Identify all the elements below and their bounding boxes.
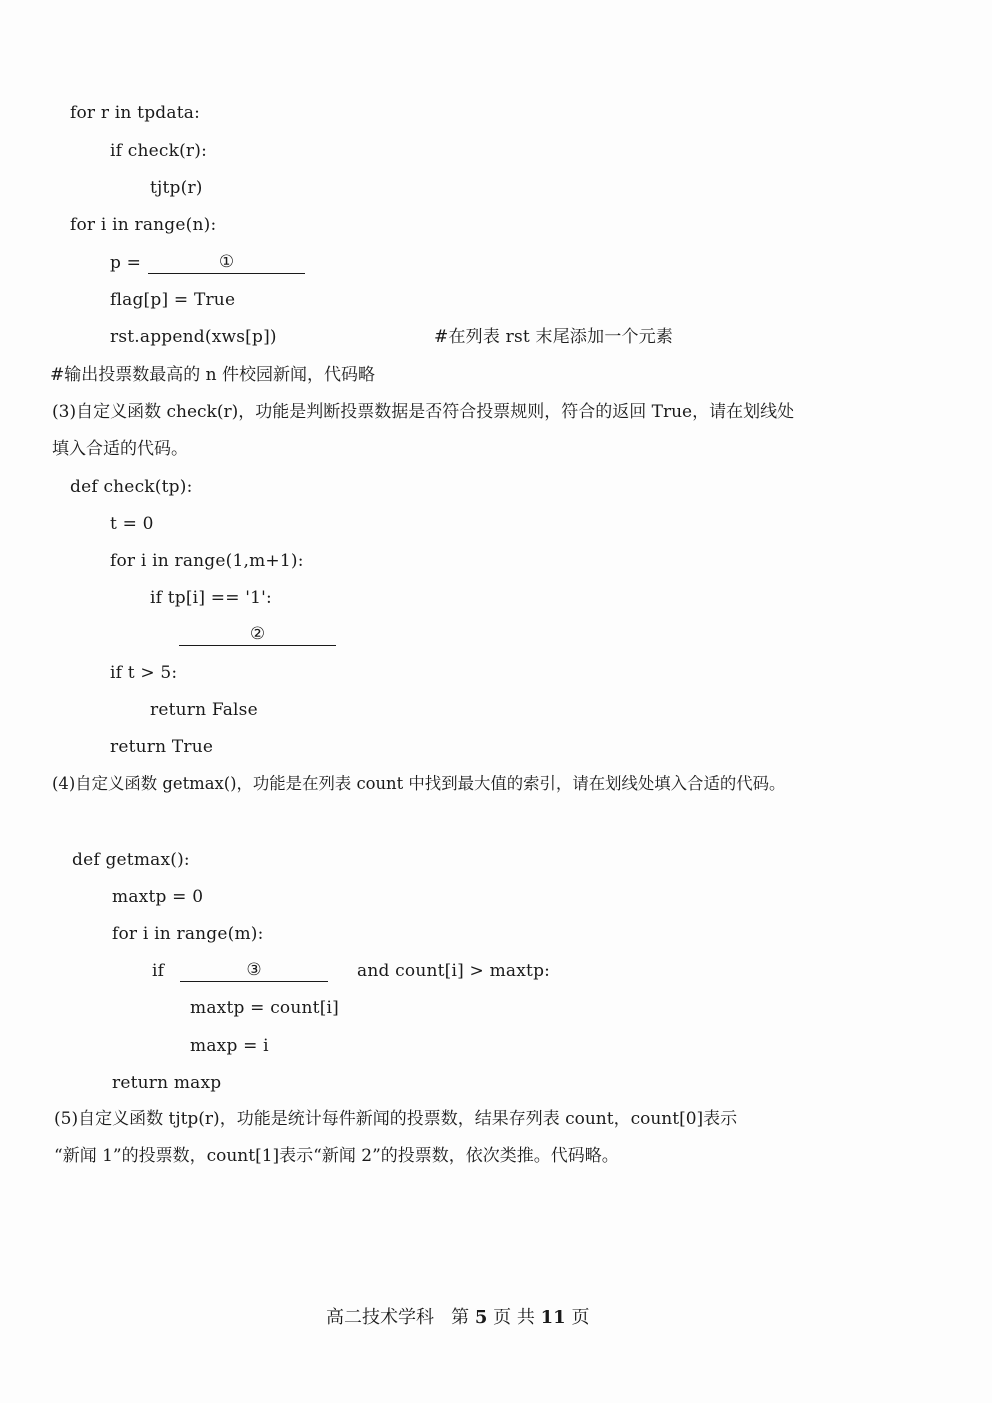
code-line: maxtp = 0	[112, 887, 204, 907]
code-line: tjtp(r)	[150, 178, 203, 198]
question-5-text: “新闻 1”的投票数，count[1]表示“新闻 2”的投票数，依次类推。代码略。	[54, 1146, 619, 1166]
answer-blank-3[interactable]: ③	[180, 959, 328, 982]
code-line: flag[p] = True	[110, 290, 236, 310]
code-line: return True	[110, 737, 214, 757]
code-line: def getmax():	[72, 850, 190, 870]
code-line: for i in range(n):	[70, 215, 217, 235]
question-3-text: (3)自定义函数 check(r)，功能是判断投票数据是否符合投票规则，符合的返回 True，请在划线处	[52, 402, 795, 422]
code-line: maxp = i	[190, 1036, 269, 1056]
code-line: for i in range(1,m+1):	[110, 551, 304, 571]
footer-page-prefix: 第	[451, 1307, 470, 1328]
code-line: if	[152, 961, 165, 981]
answer-blank-2[interactable]: ②	[179, 623, 336, 646]
footer-page-total: 11	[540, 1307, 566, 1328]
footer-page-suffix: 页	[571, 1307, 590, 1328]
code-line: for i in range(m):	[112, 924, 264, 944]
question-4-text: (4)自定义函数 getmax()，功能是在列表 count 中找到最大值的索引，请在划线处填入合适的代码。	[52, 774, 786, 793]
code-line: maxtp = count[i]	[190, 998, 339, 1018]
code-line: p =	[110, 253, 142, 273]
code-line: if check(r):	[110, 141, 208, 161]
footer-subject: 高二技术学科	[326, 1307, 434, 1328]
code-line: def check(tp):	[70, 477, 193, 497]
code-line: return maxp	[112, 1073, 222, 1093]
question-3-text: 填入合适的代码。	[52, 439, 188, 459]
footer-page-number: 5	[474, 1307, 488, 1328]
code-line: rst.append(xws[p])	[110, 327, 277, 347]
code-line: if t > 5:	[110, 663, 178, 683]
code-line: for r in tpdata:	[70, 103, 201, 123]
code-line: if tp[i] == '1':	[150, 588, 272, 608]
page-footer	[326, 1306, 589, 1330]
comment-line: #输出投票数最高的 n 件校园新闻，代码略	[50, 365, 375, 385]
answer-blank-1[interactable]: ①	[148, 251, 305, 274]
code-line: return False	[150, 700, 258, 720]
code-comment: #在列表 rst 末尾添加一个元素	[434, 327, 674, 347]
code-line: and count[i] > maxtp:	[357, 961, 551, 981]
code-line: t = 0	[110, 514, 154, 534]
footer-page-mid: 页 共	[493, 1307, 535, 1328]
question-5-text: (5)自定义函数 tjtp(r)，功能是统计每件新闻的投票数，结果存列表 count，count[0]表示	[54, 1109, 738, 1129]
